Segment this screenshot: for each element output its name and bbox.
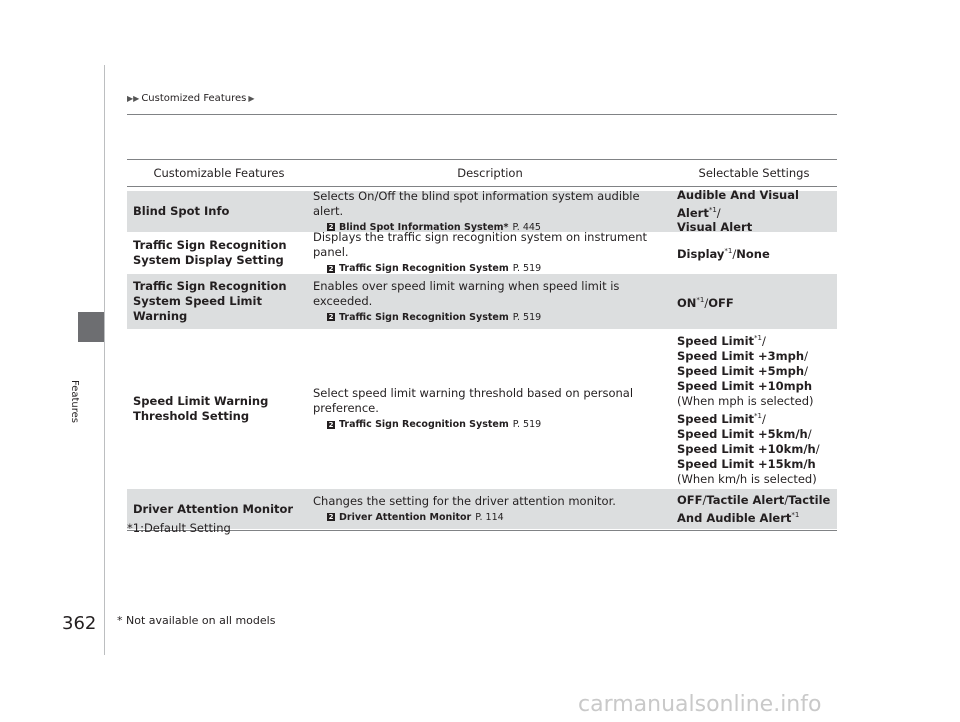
feature-description: Select speed limit warning threshold based on personal preference. [313, 386, 634, 415]
customized-features-table [127, 159, 837, 531]
breadcrumb-section[interactable]: Customized Features [141, 93, 247, 104]
reference-arrow-icon: 2 [328, 420, 334, 429]
sidebar-rule [104, 65, 105, 655]
table-row [127, 230, 837, 274]
page-reference[interactable] [327, 510, 671, 525]
table-bottom-rule [127, 530, 837, 531]
feature-description-cell [309, 230, 671, 274]
feature-description-cell [309, 188, 671, 233]
sidebar-section-label: Features [69, 380, 80, 423]
page-reference[interactable] [327, 417, 671, 432]
setting-note: (When km/h is selected) [677, 471, 817, 486]
setting-line: Speed Limit +10mph [677, 379, 813, 393]
section-tab-marker [78, 312, 104, 342]
selectable-settings [671, 274, 837, 329]
feature-description-cell [309, 489, 671, 529]
header-rule [127, 114, 837, 115]
reference-arrow-icon: 2 [328, 264, 334, 273]
page-number: 362 [62, 613, 97, 634]
selectable-settings [671, 233, 837, 273]
reference-page: P. 114 [475, 511, 504, 523]
setting-line: Speed Limit +10km/h/ [677, 441, 820, 456]
feature-description: Displays the traffic sign recognition system on instrument panel. [313, 230, 648, 259]
table-row [127, 274, 837, 330]
feature-description-cell [309, 330, 671, 488]
breadcrumb [127, 93, 254, 104]
feature-description: Enables over speed limit warning when speed limit is exceeded. [313, 278, 620, 308]
header-description: Description [457, 166, 523, 180]
feature-name: Traffic Sign Recognition System Display Setting [133, 238, 287, 267]
reference-title: Driver Attention Monitor [339, 511, 472, 523]
header-settings: Selectable Settings [698, 166, 810, 180]
reference-arrow-icon: 2 [328, 313, 334, 321]
setting-line: Speed Limit +15km/h [677, 456, 816, 471]
reference-title: Traffic Sign Recognition System [339, 311, 509, 323]
default-setting-footnote: *1:Default Setting [127, 521, 231, 535]
feature-name: Driver Attention Monitor [133, 501, 294, 516]
reference-page: P. 445 [512, 221, 541, 233]
selectable-settings [671, 489, 837, 529]
reference-page: P. 519 [512, 419, 542, 430]
setting-line: And Audible Alert$^{*1}$ [677, 510, 800, 525]
setting-line: Speed Limit$^{*1}$/ [677, 334, 766, 348]
selectable-settings [671, 330, 837, 488]
setting-line: OFF/Tactile Alert/Tactile [677, 492, 831, 507]
table-row [127, 187, 837, 235]
setting-line: Speed Limit +5mph/ [677, 364, 808, 378]
header-features: Customizable Features [153, 166, 285, 180]
table-row [127, 330, 837, 489]
table-header [127, 159, 837, 187]
availability-note: * Not available on all models [117, 614, 276, 627]
double-arrow-icon: ▶▶ [127, 94, 140, 103]
setting-line: ON$^{*1}$/OFF [677, 295, 734, 310]
reference-arrow-icon: 2 [328, 223, 334, 231]
feature-name: Blind Spot Info [133, 204, 230, 218]
reference-page: P. 519 [512, 311, 542, 323]
setting-line: Display$^{*1}$/None [677, 246, 770, 261]
setting-line: Speed Limit +3mph/ [677, 349, 808, 363]
feature-description-cell [309, 274, 671, 329]
setting-line: Speed Limit +5km/h/ [677, 426, 812, 441]
feature-description: Changes the setting for the driver attention monitor. [313, 493, 616, 508]
reference-page: P. 519 [512, 263, 542, 274]
setting-line: Visual Alert [677, 220, 753, 235]
selectable-settings [671, 187, 837, 235]
feature-description: Selects On/Off the blind spot information system audible alert. [313, 188, 640, 218]
setting-line: Audible And Visual Alert$^{*1}$/ [677, 187, 799, 220]
reference-arrow-icon: 2 [328, 513, 334, 521]
reference-title: Traffic Sign Recognition System [339, 419, 509, 430]
table-row [127, 489, 837, 530]
arrow-icon: ▶ [248, 94, 255, 103]
page-reference[interactable] [327, 310, 671, 325]
setting-line: Speed Limit$^{*1}$/ [677, 411, 766, 426]
watermark: carmanualsonline.info [578, 692, 822, 717]
feature-name: Traffic Sign Recognition System Speed Limit Warning [133, 279, 287, 323]
setting-note: (When mph is selected) [677, 394, 814, 408]
reference-title: Blind Spot Information System* [339, 221, 509, 233]
reference-title: Traffic Sign Recognition System [339, 263, 509, 274]
feature-name: Speed Limit Warning Threshold Setting [133, 394, 269, 423]
